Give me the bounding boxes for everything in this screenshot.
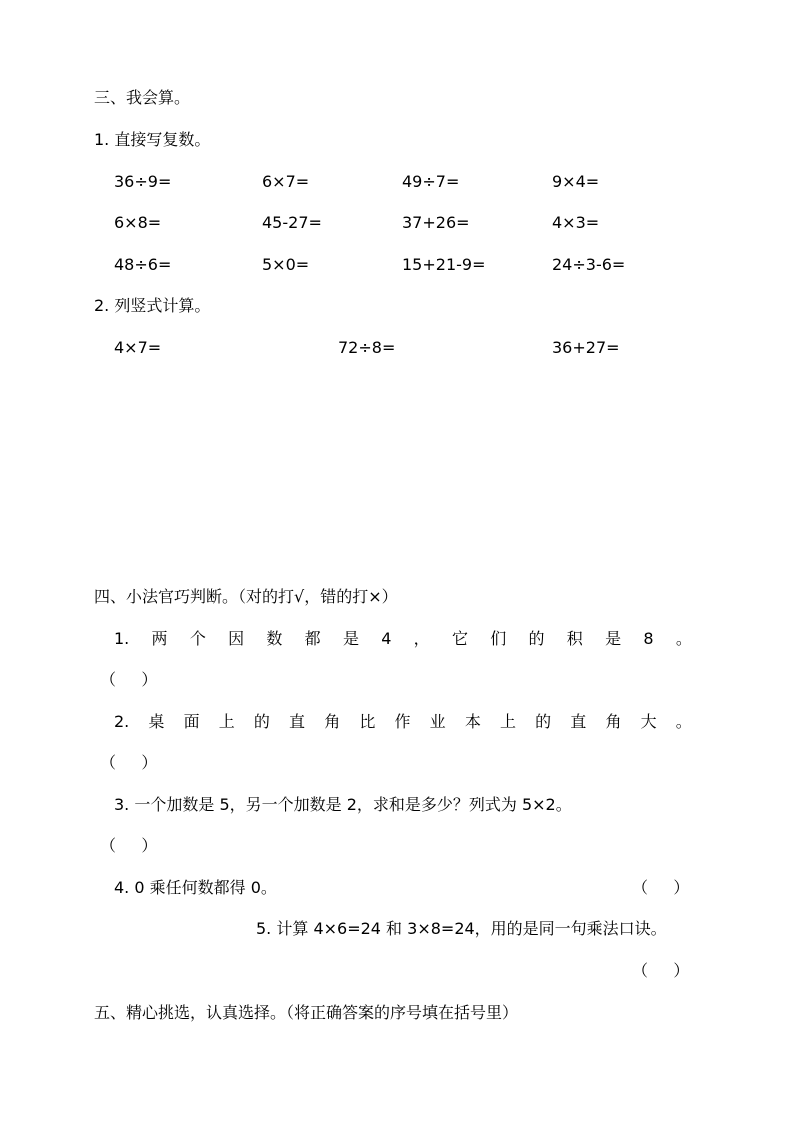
judge-char: 们 [490,629,507,648]
judge-char: 。 [675,629,692,648]
calc-item: 24÷3-6= [552,255,626,274]
judge-char: 桌 [148,712,165,731]
judge-char: 面 [183,712,200,731]
judge-char: 业 [429,712,446,731]
judge-char: 角 [324,712,341,731]
judge-char: 比 [359,712,376,731]
answer-paren[interactable]: （ ） [100,753,158,772]
judge-char: 的 [535,712,552,731]
judge-char: 两 [151,629,168,648]
judge-char: 。 [675,712,692,731]
calc-item: 36÷9= [114,172,172,191]
calc-item: 45-27= [262,213,322,232]
judge-char: 本 [464,712,481,731]
judge-item-4: 4. 0 乘任何数都得 0。 [114,878,277,897]
judge-item-1 [114,629,692,649]
judge-char: 上 [218,712,235,731]
vertical-calc-item: 36+27= [552,338,620,357]
judge-char: 2. [114,712,130,731]
judge-char: 是 [605,629,622,648]
calc-item: 49÷7= [402,172,460,191]
judge-char: 直 [570,712,587,731]
calc-item: 5×0= [262,255,310,274]
calc-item: 9×4= [552,172,600,191]
answer-paren[interactable]: （ ） [632,961,690,980]
judge-char: 是 [342,629,359,648]
judge-char: 角 [605,712,622,731]
calc-item: 6×8= [114,213,162,232]
judge-char: 因 [228,629,245,648]
judge-char: 8 [643,629,654,648]
calc-item: 37+26= [402,213,470,232]
q2-title: 2. 列竖式计算。 [94,296,211,315]
judge-char: 作 [394,712,411,731]
calc-item: 4×3= [552,213,600,232]
answer-paren[interactable]: （ ） [632,878,690,897]
judge-char: 4 [381,629,392,648]
judge-char: 都 [304,629,321,648]
judge-item-2 [114,712,692,732]
vertical-calc-item: 72÷8= [338,338,396,357]
judge-char: 大 [640,712,657,731]
judge-char: 直 [289,712,306,731]
answer-paren[interactable]: （ ） [100,670,158,689]
section5-title: 五、精心挑选，认真选择。（将正确答案的序号填在括号里） [94,1003,519,1022]
judge-char: 上 [499,712,516,731]
judge-char: ， [413,629,430,648]
judge-char: 的 [528,629,545,648]
section4-title: 四、小法官巧判断。（对的打√，错的打×） [94,587,398,606]
judge-char: 数 [266,629,283,648]
judge-char: 1. [114,629,130,648]
judge-item-5: 5. 计算 4×6=24 和 3×8=24，用的是同一句乘法口诀。 [256,919,667,938]
calc-item: 6×7= [262,172,310,191]
judge-char: 它 [451,629,468,648]
judge-item-3: 3. 一个加数是 5，另一个加数是 2，求和是多少？列式为 5×2。 [114,795,572,814]
answer-paren[interactable]: （ ） [100,836,158,855]
calc-item: 48÷6= [114,255,172,274]
section3-title: 三、我会算。 [94,88,191,107]
q1-title: 1. 直接写复数。 [94,130,211,149]
judge-char: 积 [566,629,583,648]
vertical-calc-item: 4×7= [114,338,162,357]
calc-item: 15+21-9= [402,255,486,274]
judge-char: 的 [253,712,270,731]
judge-char: 个 [189,629,206,648]
